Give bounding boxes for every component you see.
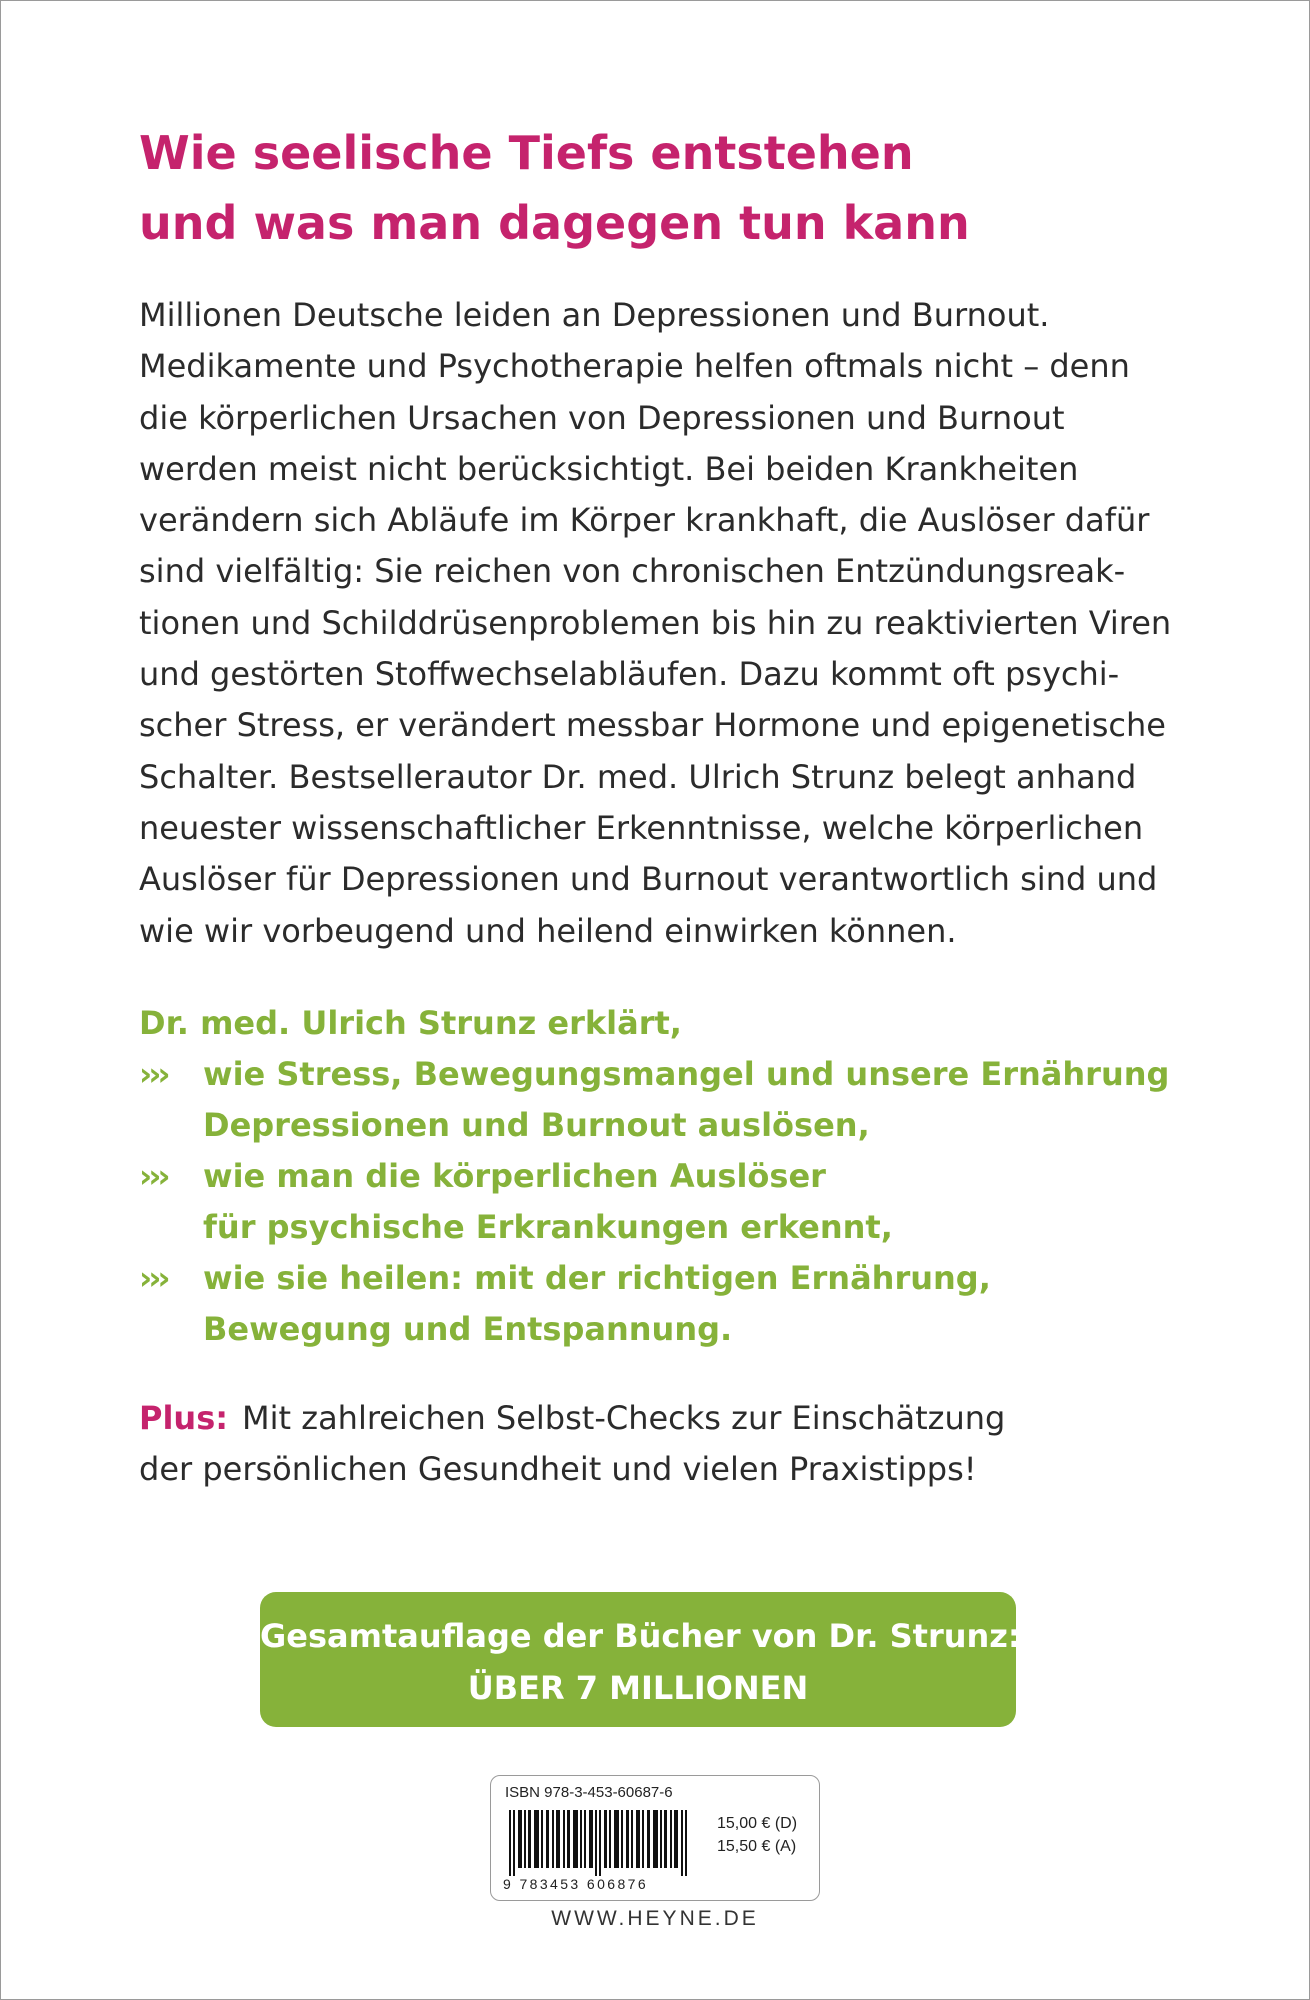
plus-text: Mit zahlreichen Selbst-Checks zur Einschätzung xyxy=(242,1399,1006,1437)
plus-line-1 xyxy=(139,1393,1189,1444)
bullet-line: Depressionen und Burnout auslösen, xyxy=(203,1106,870,1144)
blurb-line: wie wir vorbeugend und heilend einwirken können. xyxy=(139,911,957,950)
bullet-line: wie Stress, Bewegungsmangel und unsere Ernährung xyxy=(203,1055,1170,1093)
publisher-website: WWW.HEYNE.DE xyxy=(551,1907,759,1930)
plus-section xyxy=(139,1393,1189,1495)
barcode-box xyxy=(490,1775,820,1901)
plus-line-2: der persönlichen Gesundheit und vielen Praxistipps! xyxy=(139,1450,977,1488)
bullet-item xyxy=(139,1253,1189,1355)
bullet-item xyxy=(139,1049,1189,1151)
price-de: 15,00 € (D) xyxy=(717,1815,798,1832)
blurb-line: neuester wissenschaftlicher Erkenntnisse, welche körperlichen xyxy=(139,808,1144,847)
blurb-line: die körperlichen Ursachen von Depressionen und Burnout xyxy=(139,398,1065,437)
chevron-triple-icon: ››› xyxy=(139,1259,167,1297)
blurb-line: werden meist nicht berücksichtigt. Bei beiden Krankheiten xyxy=(139,449,1079,488)
barcode-digits: 9 783453 606876 xyxy=(503,1876,648,1892)
bullet-item xyxy=(139,1151,1189,1253)
blurb-line: Schalter. Bestsellerautor Dr. med. Ulrich Strunz belegt anhand xyxy=(139,757,1137,796)
blurb-line: und gestörten Stoffwechselabläufen. Dazu kommt oft psychi- xyxy=(139,655,1120,694)
banner-line-1: Gesamtauflage der Bücher von Dr. Strunz: xyxy=(260,1617,1021,1655)
isbn-label: ISBN 978-3-453-60687-6 xyxy=(505,1784,673,1801)
blurb-line: tionen und Schilddrüsenproblemen bis hin zu reaktivierten Viren xyxy=(139,603,1172,642)
plus-label: Plus: xyxy=(139,1399,229,1437)
price-list xyxy=(717,1812,797,1858)
banner-line-2: ÜBER 7 MILLIONEN xyxy=(467,1669,809,1707)
blurb-line: Millionen Deutsche leiden an Depressionen und Burnout. xyxy=(139,296,1050,334)
bullet-line: für psychische Erkrankungen erkennt, xyxy=(203,1208,893,1246)
chevron-triple-icon: ››› xyxy=(139,1157,167,1195)
blurb-line: Medikamente und Psychotherapie helfen oftmals nicht – denn xyxy=(139,347,1130,386)
blurb-line: scher Stress, er verändert messbar Hormone und epigenetische xyxy=(139,706,1166,745)
chevron-triple-icon: ››› xyxy=(139,1055,167,1093)
barcode-icon xyxy=(509,1810,689,1876)
blurb xyxy=(139,290,1189,957)
headline-line: und was man dagegen tun kann xyxy=(139,196,970,250)
blurb-line: sind vielfältig: Sie reichen von chronischen Entzündungsreak- xyxy=(139,552,1126,591)
bullet-list xyxy=(139,998,1189,1355)
bullet-intro: Dr. med. Ulrich Strunz erklärt, xyxy=(139,1004,682,1042)
bullet-line: Bewegung und Entspannung. xyxy=(203,1310,733,1348)
bullet-line: wie sie heilen: mit der richtigen Ernährung, xyxy=(203,1259,991,1297)
sales-banner xyxy=(260,1592,1021,1727)
headline-line: Wie seelische Tiefs entstehen xyxy=(139,126,914,180)
bullet-line: wie man die körperlichen Auslöser xyxy=(203,1157,826,1195)
price-at: 15,50 € (A) xyxy=(717,1838,797,1855)
blurb-line: Auslöser für Depressionen und Burnout verantwortlich sind und xyxy=(139,860,1158,899)
headline xyxy=(139,118,1189,258)
blurb-line: verändern sich Abläufe im Körper krankhaft, die Auslöser dafür xyxy=(139,501,1150,540)
